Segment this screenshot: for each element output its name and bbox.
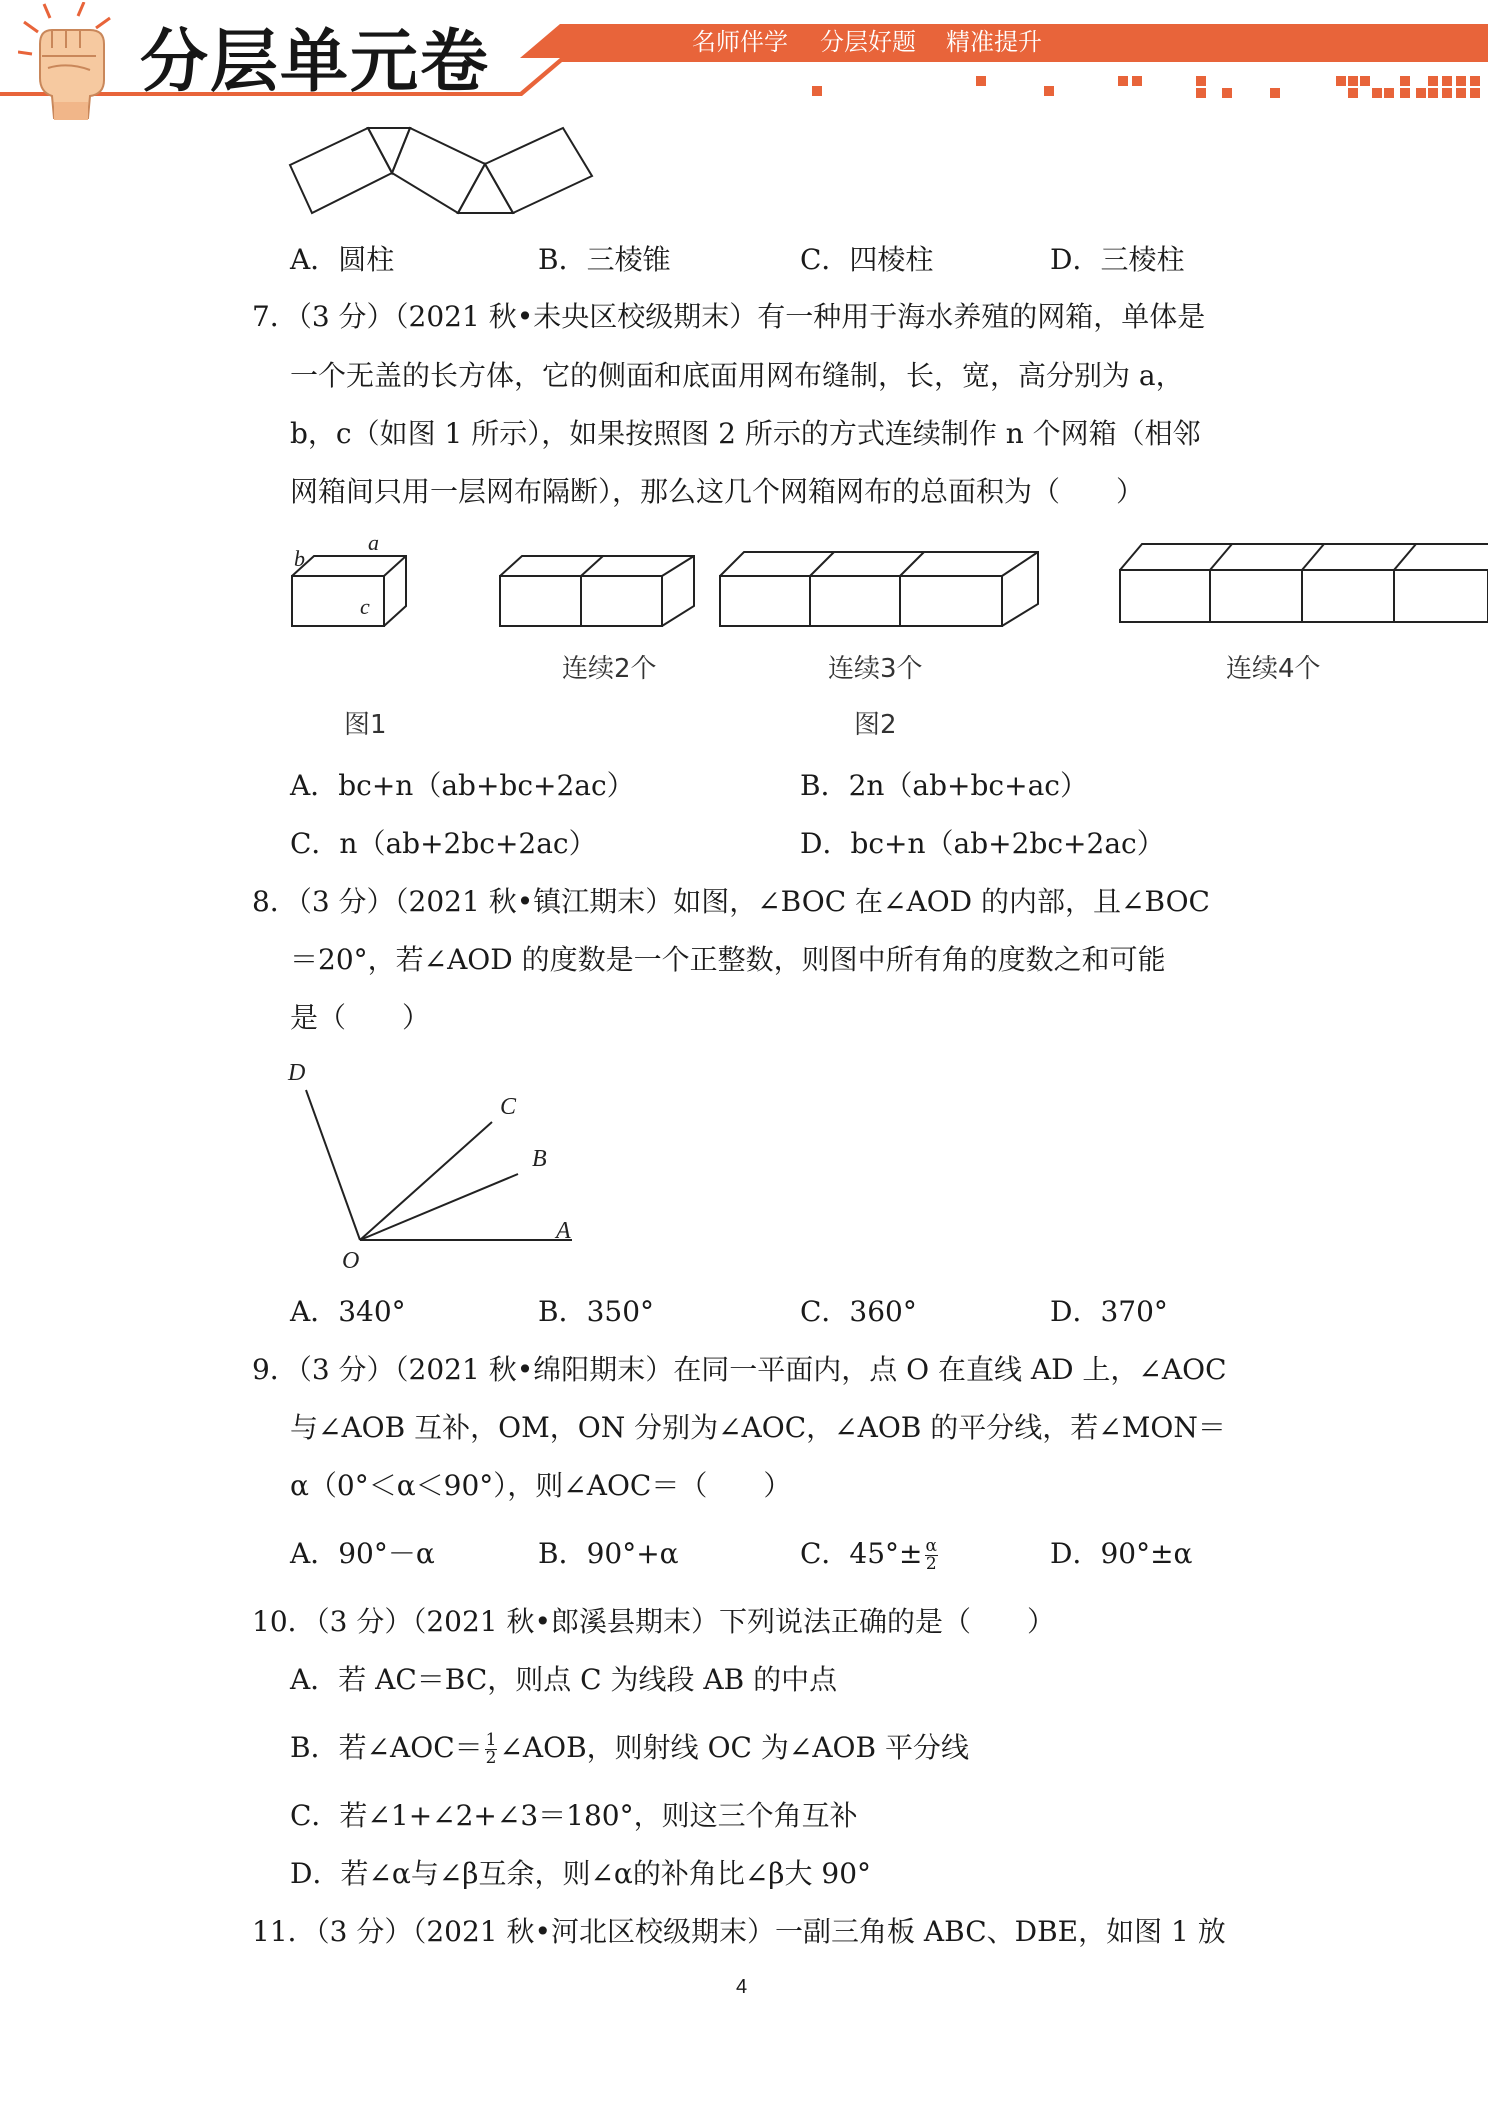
q10-option-b-numerator: 1 <box>485 1730 497 1750</box>
q9-option-a: A．90°－α <box>290 1537 435 1570</box>
q6-option-c: C．四棱柱 <box>800 243 934 276</box>
q10-option-b-prefix: B．若∠AOC＝ <box>290 1731 483 1764</box>
q8-option-b: B．350° <box>538 1295 655 1328</box>
q8-option-d: D．370° <box>1050 1295 1168 1328</box>
q7-line-4: 网箱间只用一层网布隔断），那么这几个网箱网布的总面积为（ ） <box>290 475 1145 508</box>
page-number: 4 <box>736 1976 748 1998</box>
q8-label-o: O <box>342 1248 360 1274</box>
q8-label-a: A <box>556 1218 571 1244</box>
q7-fig2-label: 图2 <box>854 710 897 740</box>
q8-line-2: ＝20°，若∠AOD 的度数是一个正整数，则图中所有角的度数之和可能 <box>290 943 1166 976</box>
q8-label-c: C <box>500 1094 517 1120</box>
q7-caption-2: 连续2个 <box>562 654 657 684</box>
q8-label-d: D <box>288 1060 306 1086</box>
header-slogan-2: 分层好题 <box>820 28 916 56</box>
q9-option-c-denominator: 2 <box>925 1554 937 1574</box>
q9-option-c-fraction <box>925 1538 938 1573</box>
q9-option-c <box>800 1534 940 1574</box>
q7-label-a: a <box>368 530 379 555</box>
header-slogan-1: 名师伴学 <box>692 28 788 56</box>
header-slogan-3: 精准提升 <box>946 28 1042 56</box>
q9-option-d: D．90°±α <box>1050 1537 1193 1570</box>
q9-line-1: 9．（3 分）（2021 秋•绵阳期末）在同一平面内，点 O 在直线 AD 上，∠AOC <box>252 1353 1227 1386</box>
q7-label-b: b <box>294 546 305 571</box>
q9-line-3: α（0°＜α＜90°），则∠AOC＝（ ） <box>290 1469 792 1502</box>
q10-line-1: 10．（3 分）（2021 秋•郎溪县期末）下列说法正确的是（ ） <box>252 1605 1056 1638</box>
q9-line-2: 与∠AOB 互补，OM，ON 分别为∠AOC，∠AOB 的平分线，若∠MON＝ <box>290 1411 1226 1444</box>
q7-label-c: c <box>360 594 370 619</box>
q8-line-1: 8．（3 分）（2021 秋•镇江期末）如图，∠BOC 在∠AOD 的内部，且∠BOC <box>252 885 1210 918</box>
q10-option-d: D．若∠α与∠β互余，则∠α的补角比∠β大 90° <box>290 1857 872 1890</box>
q6-option-b: B．三棱锥 <box>538 243 671 276</box>
q9-option-c-prefix: C．45°± <box>800 1537 923 1570</box>
q10-option-b-fraction <box>485 1732 498 1767</box>
q7-option-a: A．bc+n（ab+bc+2ac） <box>290 769 635 802</box>
q7-box-figure <box>280 530 1488 750</box>
q8-option-c: C．360° <box>800 1295 917 1328</box>
q6-option-a: A．圆柱 <box>290 243 395 276</box>
q10-option-c: C．若∠1+∠2+∠3＝180°，则这三个角互补 <box>290 1799 858 1832</box>
q7-option-b: B．2n（ab+bc+ac） <box>800 769 1088 802</box>
q6-net-figure <box>280 122 610 222</box>
q9-option-b: B．90°+α <box>538 1537 679 1570</box>
q7-option-d: D．bc+n（ab+2bc+2ac） <box>800 827 1165 860</box>
q7-line-2: 一个无盖的长方体，它的侧面和底面用网布缝制，长，宽，高分别为 a， <box>290 359 1184 392</box>
fist-logo-icon <box>18 2 128 120</box>
q9-option-c-numerator: α <box>925 1536 937 1556</box>
q7-fig1-label: 图1 <box>344 710 387 740</box>
q8-angle-figure <box>280 1050 600 1280</box>
q7-line-3: b，c（如图 1 所示），如果按照图 2 所示的方式连续制作 n 个网箱（相邻 <box>290 417 1201 450</box>
q8-option-a: A．340° <box>290 1295 406 1328</box>
header-title: 分层单元卷 <box>140 23 491 102</box>
q7-option-c: C．n（ab+2bc+2ac） <box>290 827 597 860</box>
q6-option-d: D．三棱柱 <box>1050 243 1185 276</box>
q7-caption-3: 连续3个 <box>828 654 923 684</box>
q8-line-3: 是（ ） <box>290 1001 431 1034</box>
q10-option-b-suffix: ∠AOB，则射线 OC 为∠AOB 平分线 <box>499 1731 969 1764</box>
q10-option-b <box>290 1728 969 1768</box>
q8-label-b: B <box>532 1146 547 1172</box>
q11-line-1: 11．（3 分）（2021 秋•河北区校级期末）一副三角板 ABC、DBE，如图 1 放 <box>252 1915 1226 1948</box>
q7-line-1: 7．（3 分）（2021 秋•未央区校级期末）有一种用于海水养殖的网箱，单体是 <box>252 300 1206 333</box>
q10-option-a: A．若 AC＝BC，则点 C 为线段 AB 的中点 <box>290 1663 838 1696</box>
q7-caption-4: 连续4个 <box>1226 654 1321 684</box>
q10-option-b-denominator: 2 <box>485 1748 497 1768</box>
